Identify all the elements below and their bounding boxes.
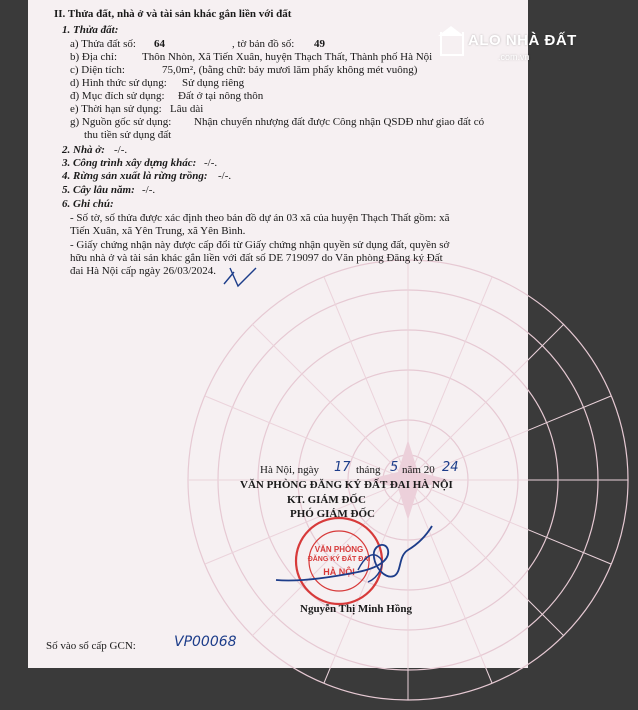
address-value: Thôn Nhòn, Xã Tiến Xuân, huyện Thạch Thất, Thành phố Hà Nội [142,51,433,63]
use-term-label: e) Thời hạn sử dụng: [70,103,162,115]
parcel-number: 64 [154,38,165,50]
construction-value: -/-. [204,157,218,169]
section-title: II. Thửa đất, nhà ở và tài sản khác gắn liền với đất [54,8,292,20]
register-label: Số vào sổ cấp GCN: [46,640,136,652]
forest-value: -/-. [218,170,232,182]
forest-label: 4. Rừng sản xuất là rừng trồng: [62,170,208,182]
date-month: 5 [390,460,399,475]
date-year: 24 [442,460,459,475]
trees-label: 5. Cây lâu năm: [62,184,135,196]
certificate-page [28,0,577,668]
map-number: 49 [314,38,325,50]
house-value: -/-. [114,144,128,156]
stamp-line-3: HÀ NỘI [323,567,355,577]
role-line-2: PHÓ GIÁM ĐỐC [290,508,375,520]
watermark-domain: .com.vn [498,52,530,62]
trees-value: -/-. [142,184,156,196]
date-year-label: năm 20 [402,464,435,476]
date-day: 17 [334,460,351,475]
signer-name: Nguyễn Thị Minh Hồng [300,603,412,615]
note-1-line-1: - Số tờ, số thửa được xác định theo bản đồ dự án 03 xã của huyện Thạch Thất gồm: xã [70,212,450,224]
stamp-line-1: VĂN PHÒNG [314,545,364,554]
construction-label: 3. Công trình xây dựng khác: [62,157,197,169]
stamp-line-2: ĐĂNG KÝ ĐẤT ĐAI [307,556,371,563]
origin-line-2: thu tiền sử dụng đất [84,129,172,141]
parcel-label: a) Thửa đất số: [70,38,136,50]
address-label: b) Địa chỉ: [70,51,118,63]
origin-label: g) Nguồn gốc sử dụng: [70,116,172,128]
note-2-line-3: đai Hà Nội cấp ngày 26/03/2024. [70,265,217,277]
use-form-label: d) Hình thức sử dụng: [70,77,167,89]
land-heading: 1. Thửa đất: [62,24,119,36]
watermark-name: ALO NHÀ ĐẤT [468,32,577,49]
date-month-label: tháng [356,464,381,476]
date-prefix: Hà Nội, ngày [260,464,319,476]
origin-line-1: Nhận chuyển nhượng đất được Công nhận QSDĐ như giao đất có [194,116,485,128]
use-term-value: Lâu dài [170,103,204,115]
use-form-value: Sử dụng riêng [182,77,245,89]
use-purpose-value: Đất ở tại nông thôn [178,90,264,102]
use-purpose-label: đ) Mục đích sử dụng: [70,90,165,102]
register-number: VP00068 [174,634,237,650]
note-2-line-2: hữu nhà ở và tài sản khác gắn liền với đất số DE 719097 do Văn phòng Đăng ký Đất [70,252,443,264]
role-line-1: KT. GIÁM ĐỐC [287,494,366,506]
note-2-line-1: - Giấy chứng nhận này được cấp đổi từ Giấy chứng nhận quyền sử dụng đất, quyền sở [70,239,450,251]
signature-icon [268,520,438,600]
area-value: 75,0m², (bằng chữ: bảy mươi lăm phẩy không mét vuông) [162,64,418,76]
issuing-office: VĂN PHÒNG ĐĂNG KÝ ĐẤT ĐAI HÀ NỘI [240,479,453,491]
notes-heading: 6. Ghi chú: [62,198,114,210]
note-1-line-2: Tiến Xuân, xã Yên Trung, xã Yên Bình. [70,225,246,237]
initial-mark [220,264,260,290]
area-label: c) Diện tích: [70,64,125,76]
house-label: 2. Nhà ở: [62,144,105,156]
map-label: , tờ bản đồ số: [232,38,295,50]
